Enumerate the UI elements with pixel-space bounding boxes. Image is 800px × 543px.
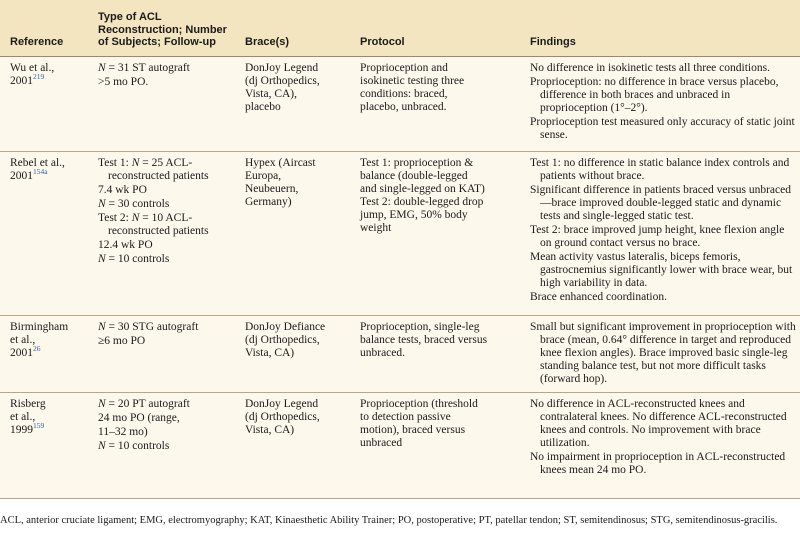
type-text: 7.4 wk PO [98, 183, 147, 196]
protocol-line: conditions: braced, [360, 87, 448, 100]
protocol-line: jump, EMG, 50% body [360, 208, 468, 221]
test-prefix: Test 1: [98, 156, 132, 169]
table-row [0, 151, 800, 315]
type-line [98, 335, 231, 348]
cell-reference [0, 56, 88, 151]
type-line [98, 412, 231, 425]
reference-line: 2001 [10, 74, 33, 87]
finding-paragraph: Proprioception: no difference in brace versus placebo, difference in both braces and unbraced in proprioception (1°–2°). [530, 75, 779, 114]
protocol-line: isokinetic testing three [360, 74, 465, 87]
protocol-line: unbraced. [360, 346, 406, 359]
type-text: 12.4 wk PO [98, 238, 153, 251]
type-line [98, 440, 231, 453]
reference-citation-link[interactable]: 159 [33, 420, 45, 430]
header-reference: Reference [0, 0, 88, 56]
protocol-line: Test 2: double-legged drop [360, 195, 484, 208]
brace-line: Neubeuern, [245, 182, 299, 195]
finding-paragraph: No impairment in proprioception in ACL-reconstructed knees mean 24 mo PO. [530, 450, 786, 476]
cell-protocol [350, 315, 520, 392]
type-text: = 10 ACL-reconstructed patients [108, 211, 209, 237]
finding-paragraph: Test 2: brace improved jump height, knee flexion angle on ground contact versus no brace. [530, 223, 785, 249]
reference-citation-link[interactable]: 219 [33, 71, 45, 81]
n-symbol: N [98, 197, 106, 210]
protocol-line: Proprioception (threshold [360, 397, 478, 410]
type-line [98, 398, 231, 411]
finding-paragraph: Mean activity vastus lateralis, biceps femoris, gastrocnemius significantly lower with brace wear, but high variability in data. [530, 250, 793, 289]
brace-line: (dj Orthopedics, [245, 74, 320, 87]
footnote-text: ACL, anterior cruciate ligament; EMG, electromyography; KAT, Kinaesthetic Ability Trainer; PO, postoperative; PT, patellar tendon; ST, semitendinosus; STG, semitendinosus-gracilis. [0, 515, 778, 526]
type-text: >5 mo PO. [98, 75, 149, 88]
protocol-line: balance tests, braced versus [360, 333, 488, 346]
protocol-line: balance (double-legged [360, 169, 468, 182]
cell-reconstruction-type [88, 151, 235, 315]
brace-line: Vista, CA) [245, 346, 295, 359]
cell-reconstruction-type [88, 392, 235, 498]
reference-citation-link[interactable]: 26 [33, 343, 41, 353]
type-text: 11–32 mo) [98, 425, 148, 438]
protocol-line: Test 1: proprioception & [360, 156, 474, 169]
reference-line: et al., [10, 410, 36, 423]
cell-protocol [350, 151, 520, 315]
type-line [98, 157, 231, 183]
brace-line: Europa, [245, 169, 282, 182]
cell-protocol [350, 56, 520, 151]
type-text: ≥6 mo PO [98, 334, 146, 347]
protocol-line: Proprioception, single-leg [360, 320, 480, 333]
header-protocol: Protocol [350, 0, 520, 56]
cell-findings [520, 56, 800, 151]
table-row [0, 56, 800, 151]
brace-line: Vista, CA) [245, 423, 295, 436]
finding-paragraph: Brace enhanced coordination. [530, 290, 667, 303]
test-prefix: Test 2: [98, 211, 132, 224]
protocol-line: to detection passive [360, 410, 451, 423]
protocol-line: placebo, unbraced. [360, 100, 447, 113]
table-row [0, 315, 800, 392]
type-line [98, 426, 231, 439]
n-symbol: N [98, 61, 106, 74]
finding-paragraph: Small but significant improvement in proprioception with brace (mean, 0.64° difference in target and reproduced knee flexion angles). Brace improved basic single-leg standing balance test, but not more difficult tasks (forward hop). [530, 320, 796, 385]
type-text: = 30 STG autograft [105, 320, 199, 333]
cell-findings [520, 315, 800, 392]
protocol-line: and single-legged on KAT) [360, 182, 485, 195]
type-line [98, 76, 231, 89]
table-row [0, 392, 800, 498]
protocol-line: weight [360, 221, 392, 234]
reference-line: Risberg [10, 397, 46, 410]
type-text: = 10 controls [105, 252, 170, 265]
protocol-line: unbraced [360, 436, 403, 449]
cell-protocol [350, 392, 520, 498]
protocol-line: Proprioception and [360, 61, 448, 74]
type-text: = 31 ST autograft [105, 61, 190, 74]
type-text: = 25 ACL-reconstructed patients [108, 156, 209, 182]
reference-line: Birmingham [10, 320, 69, 333]
reference-line: 1999 [10, 423, 33, 436]
type-line [98, 253, 231, 266]
cell-findings [520, 151, 800, 315]
reference-line: 2001 [10, 346, 33, 359]
type-line [98, 239, 231, 252]
n-symbol: N [98, 397, 106, 410]
type-text: = 10 controls [105, 439, 170, 452]
n-symbol: N [98, 320, 106, 333]
header-findings: Findings [520, 0, 800, 56]
n-symbol: N [98, 252, 106, 265]
brace-line: DonJoy Defiance [245, 320, 326, 333]
reference-line: 2001 [10, 169, 33, 182]
cell-braces [235, 56, 350, 151]
cell-reconstruction-type [88, 315, 235, 392]
type-line [98, 62, 231, 75]
n-symbol: N [131, 156, 140, 169]
protocol-line: motion), braced versus [360, 423, 466, 436]
cell-reference [0, 315, 88, 392]
n-symbol: N [131, 211, 140, 224]
type-line [98, 321, 231, 334]
reference-line: Wu et al., [10, 61, 55, 74]
finding-paragraph: No difference in ACL-reconstructed knees and contralateral knees. No difference ACL-reconstructed knees and controls. No improvement with brace utilization. [530, 397, 787, 449]
type-line [98, 184, 231, 197]
cell-braces [235, 392, 350, 498]
header-type: Type of ACL Reconstruction; Number of Subjects; Follow-up [88, 0, 235, 56]
brace-line: placebo [245, 100, 281, 113]
finding-paragraph: No difference in isokinetic tests all three conditions. [530, 61, 770, 74]
cell-reference [0, 151, 88, 315]
brace-line: Vista, CA), [245, 87, 298, 100]
type-line [98, 198, 231, 211]
finding-paragraph: Proprioception test measured only accuracy of static joint sense. [530, 115, 795, 141]
type-line [98, 212, 231, 238]
type-text: = 20 PT autograft [105, 397, 190, 410]
cell-braces [235, 151, 350, 315]
cell-reconstruction-type [88, 56, 235, 151]
type-text: = 30 controls [105, 197, 170, 210]
brace-line: Germany) [245, 195, 292, 208]
finding-paragraph: Significant difference in patients braced versus unbraced—brace improved double-legged static and dynamic tests and single-legged static test. [530, 183, 791, 222]
table-header-row [0, 0, 800, 56]
header-braces: Brace(s) [235, 0, 350, 56]
brace-line: DonJoy Legend [245, 61, 319, 74]
reference-line: et al., [10, 333, 36, 346]
cell-reference [0, 392, 88, 498]
type-text: 24 mo PO (range, [98, 411, 180, 424]
cell-braces [235, 315, 350, 392]
finding-paragraph: Test 1: no difference in static balance index controls and patients without brace. [530, 156, 790, 182]
table-footnote [0, 515, 800, 528]
brace-line: (dj Orthopedics, [245, 333, 320, 346]
reference-line: Rebel et al., [10, 156, 65, 169]
table-body [0, 56, 800, 498]
reference-citation-link[interactable]: 154a [33, 166, 48, 176]
brace-line: (dj Orthopedics, [245, 410, 320, 423]
n-symbol: N [98, 439, 106, 452]
brace-line: Hypex (Aircast [245, 156, 316, 169]
brace-line: DonJoy Legend [245, 397, 319, 410]
cell-findings [520, 392, 800, 498]
